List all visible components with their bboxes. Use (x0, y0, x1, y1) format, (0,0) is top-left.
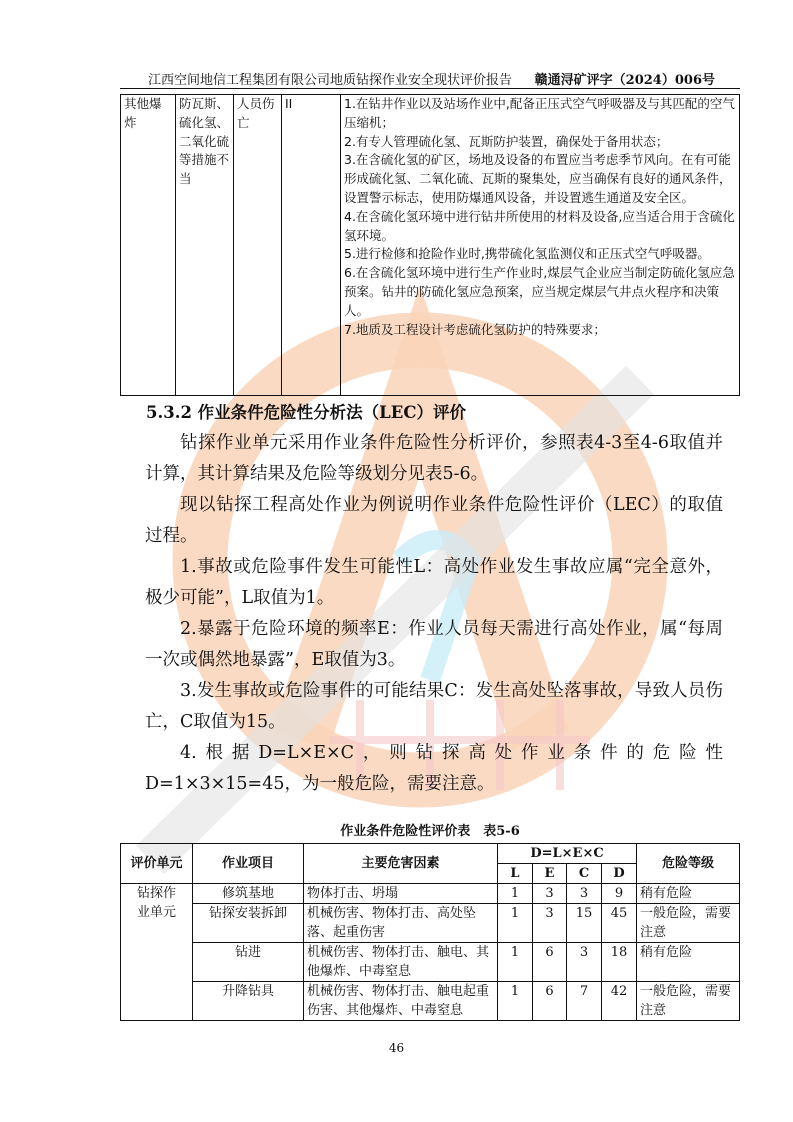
section-body (145, 428, 723, 800)
value-d: 9 (602, 884, 637, 904)
table-row (121, 982, 740, 1021)
value-c: 15 (567, 904, 602, 943)
measure-item: 5.进行检修和抢险作业时,携带硫化氢监测仪和正压式空气呼吸器。 (344, 246, 710, 262)
table-row (121, 884, 740, 904)
value-d: 45 (602, 904, 637, 943)
measure-item: 2.有专人管理硫化氢、瓦斯防护装置，确保处于备用状态； (344, 133, 669, 149)
section-heading: 5.3.2 作业条件危险性分析法（LEC）评价 (146, 403, 466, 422)
value-c: 3 (567, 884, 602, 904)
hazard-table (120, 94, 740, 396)
col-header-e: E (533, 864, 567, 884)
col-header-l: L (498, 864, 533, 884)
work-item: 升降钻具 (193, 982, 304, 1021)
hazards: 机械伤害、物体打击、触电、其他爆炸、中毒窒息 (304, 943, 498, 982)
header-divider (120, 88, 740, 89)
hazard-category: 其他爆炸 (121, 95, 176, 396)
hazard-measures (341, 95, 740, 396)
value-e: 6 (533, 943, 567, 982)
risk-grade: 一般危险，需要注意 (637, 904, 740, 943)
value-l: 1 (498, 884, 533, 904)
table-row (121, 943, 740, 982)
paragraph: 4.根据D=L×E×C，则钻探高处作业条件的危险性D=1×3×15=45，为一般危险，需要注意。 (145, 743, 723, 794)
table-header-row (121, 844, 740, 864)
value-l: 1 (498, 943, 533, 982)
table-row (121, 904, 740, 943)
work-item: 钻探安装拆卸 (193, 904, 304, 943)
value-c: 3 (567, 943, 602, 982)
measure-item: 4.在含硫化氢环境中进行钻井所使用的材料及设备,应当适合用于含硫化氢环境。 (344, 208, 735, 243)
value-l: 1 (498, 982, 533, 1021)
col-header-d: D (602, 864, 637, 884)
table-caption: 作业条件危险性评价表 表5-6 (340, 824, 520, 839)
col-header-grade: 危险等级 (637, 844, 740, 884)
page-number: 46 (388, 1041, 405, 1055)
value-d: 42 (602, 982, 637, 1021)
value-e: 3 (533, 904, 567, 943)
col-header-hazards: 主要危害因素 (304, 844, 498, 884)
value-c: 7 (567, 982, 602, 1021)
value-e: 3 (533, 884, 567, 904)
risk-grade: 稍有危险 (637, 943, 740, 982)
measure-item: 6.在含硫化氢环境中进行生产作业时,煤层气企业应当制定防硫化氢应急预案。钻井的防硫化氢应急预案，应当规定煤层气井点火程序和决策人。 (344, 265, 735, 318)
paragraph: 现以钻探工程高处作业为例说明作业条件危险性评价（LEC）的取值过程。 (145, 495, 723, 546)
value-d: 18 (602, 943, 637, 982)
measure-item: 1.在钻井作业以及站场作业中,配备正压式空气呼吸器及与其匹配的空气压缩机； (344, 96, 735, 130)
hazards: 机械伤害、物体打击、触电起重伤害、其他爆炸、中毒窒息 (304, 982, 498, 1021)
paragraph: 3.发生事故或危险事件的可能结果C：发生高处坠落事故，导致人员伤亡，C取值为15。 (145, 681, 723, 732)
col-header-c: C (567, 864, 602, 884)
work-item: 修筑基地 (193, 884, 304, 904)
risk-grade: 稍有危险 (637, 884, 740, 904)
paragraph: 钻探作业单元采用作业条件危险性分析评价，参照表4-3至4-6取值并计算，其计算结果及危险等级划分见表5-6。 (145, 433, 723, 484)
col-header-formula: D=L×E×C (498, 844, 637, 864)
col-header-item: 作业项目 (193, 844, 304, 884)
hazard-cause: 防瓦斯、硫化氢、二氧化硫等措施不当 (176, 95, 234, 396)
paragraph: 1.事故或危险事件发生可能性L：高处作业发生事故应属“完全意外，极少可能”，L取值为1。 (145, 557, 723, 608)
value-e: 6 (533, 982, 567, 1021)
lec-table (120, 843, 740, 1021)
hazard-level: II (282, 95, 341, 396)
risk-grade: 一般危险，需要注意 (637, 982, 740, 1021)
header-title: 江西空间地信工程集团有限公司地质钻探作业安全现状评价报告 (148, 73, 513, 88)
hazards: 机械伤害、物体打击、高处坠落、起重伤害 (304, 904, 498, 943)
hazards: 物体打击、坍塌 (304, 884, 498, 904)
measure-item: 3.在含硫化氢的矿区，场地及设备的布置应当考虑季节风向。在有可能形成硫化氢、二氧化硫、瓦斯的聚集处，应当确保有良好的通风条件，设置警示标志，使用防爆通风设备，并设置逃生通道及安全区。 (344, 152, 732, 205)
hazard-consequence: 人员伤亡 (234, 95, 282, 396)
col-header-unit: 评价单元 (121, 844, 193, 884)
value-l: 1 (498, 904, 533, 943)
work-item: 钻进 (193, 943, 304, 982)
eval-unit: 钻探作业单元 (121, 884, 193, 1021)
table-row (121, 95, 740, 396)
paragraph: 2.暴露于危险环境的频率E：作业人员每天需进行高处作业，属“每周一次或偶然地暴露”，E取值为3。 (145, 619, 723, 670)
measure-item: 7.地质及工程设计考虑硫化氢防护的特殊要求； (344, 321, 606, 337)
header-doc-number: 赣通浔矿评字（2024）006号 (534, 73, 715, 88)
